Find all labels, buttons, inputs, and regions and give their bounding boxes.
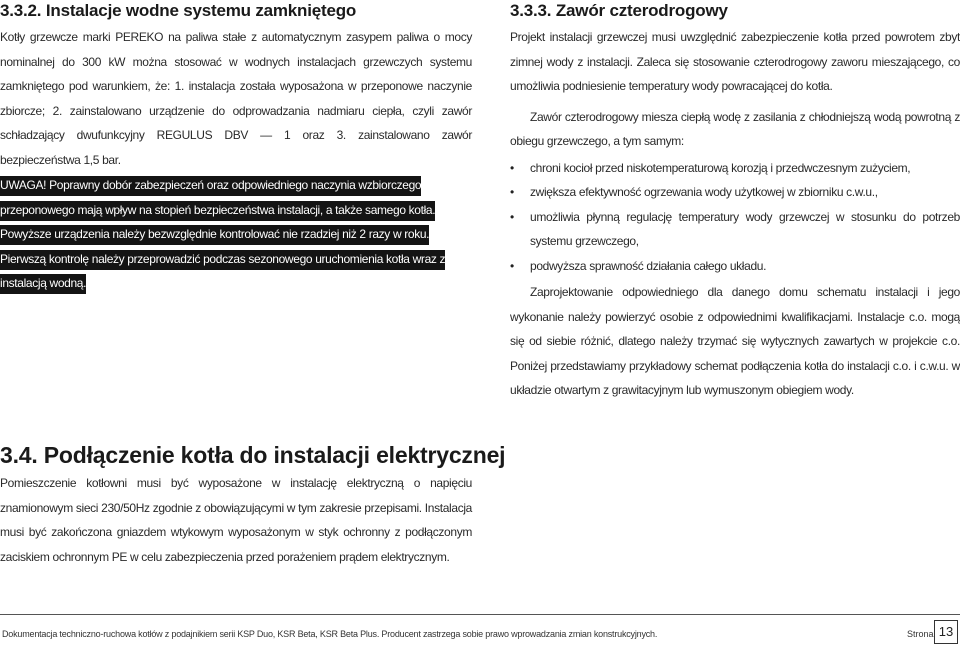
left-column (0, 0, 506, 564)
list-item: • zwiększa efektywność ogrzewania wody użytkowej w zbiorniku c.w.u., (510, 180, 960, 205)
section-34-body: Pomieszczenie kotłowni musi być wyposażone w instalację elektryczną o napięciu znamionowym sieci 230/50Hz zgodnie z obowiązującymi w tym zakresie przepisami. Instalacja musi być zakończona gniazdem wtykowym wyposażonym w styk ochronny z podłączonym zaciskiem ochronnym PE w celu zabezpieczenia przed porażeniem prądem elektrycznym. (0, 476, 472, 564)
section-332-heading: 3.3.2. Instalacje wodne systemu zamkniętego (0, 1, 357, 20)
intro-paragraph: Projekt instalacji grzewczej musi uwzględnić zabezpieczenie kotła przed powrotem zbyt zimnej wody z instalacji. Zaleca się stosowanie czterodrogowy zaworu mieszającego, co umożliwia podniesienie temperatury wody powracającej do kotła. (510, 30, 960, 93)
page-label: Strona (907, 629, 934, 639)
list-item: • chroni kocioł przed niskotemperaturową korozją i przedwczesnym zużyciem, (510, 156, 960, 181)
section-333-heading: 3.3.3. Zawór czterodrogowy (510, 1, 728, 20)
section-332-body: Kotły grzewcze marki PEREKO na paliwa stałe z automatycznym zasypem paliwa o mocy nominalnej do 300 kW można stosować w wodnych instalacjach grzewczych systemu zamkniętego pod warunkiem, że: 1. instalacja została wyposażona w przeponowe naczynie zbiorcze; 2. zainstalowano urządzenie do odprowadzania nadmiaru ciepła, czyli zawór schładzający dwufunkcyjny REGULUS DBV — 1 oraz 3. zainstalowano zawór bezpieczeństwa 1,5 bar. (0, 30, 472, 167)
mixing-paragraph: Zawór czterodrogowy miesza ciepłą wodę z zasilania z chłodniejszą wodą powrotną z obiegu grzewczego, a tym samym: (510, 109, 960, 148)
right-column (510, 0, 960, 403)
warning-text: UWAGA! Poprawny dobór zabezpieczeń oraz odpowiedniego naczynia wzbiorczego przeponowego mają wpływ na stopień bezpieczeństwa instalacji, a także samego kotła. Powyższe urządzenia należy bezwzględnie kontrolować nie rzadziej niż 2 razy w roku. Pierwszą kontrolę należy przeprowadzić podczas sezonowego uruchomienia kotła wraz z instalacją wodną. (0, 176, 445, 294)
warning-block (0, 173, 472, 296)
bullet-icon: • (510, 160, 514, 175)
page-number: 13 (934, 620, 958, 644)
design-paragraph: Zaprojektowanie odpowiedniego dla danego domu schematu instalacji i jego wykonanie należy powierzyć osobie z odpowiednimi kwalifikacjami. Instalacje c.o. mogą się od siebie różnić, dlatego należy trzymać się wytycznych zawartych w projekcie c.o. Poniżej przedstawiamy przykładowy schemat podłączenia kotła do instalacji c.o. i c.w.u. w układzie otwartym z grawitacyjnym lub wymuszonym obiegiem wody. (510, 285, 960, 397)
footer-document-text: Dokumentacja techniczno-ruchowa kotłów z podajnikiem serii KSP Duo, KSR Beta, KSR Beta Plus. Producent zastrzega sobie prawo wprowadzania zmian konstrukcyjnych. (2, 629, 658, 639)
bullet-icon: • (510, 209, 514, 224)
bullet-icon: • (510, 185, 514, 199)
list-item: • podwyższa sprawność działania całego układu. (510, 254, 960, 279)
page-footer (0, 614, 960, 649)
footer-divider (0, 614, 960, 615)
benefits-list (510, 156, 960, 279)
list-item: • umożliwia płynną regulację temperatury wody grzewczej w stosunku do potrzeb systemu grzewczego, (510, 205, 960, 254)
bullet-icon: • (510, 258, 514, 273)
section-34-heading: 3.4. Podłączenie kotła do instalacji elektrycznej (0, 442, 506, 468)
